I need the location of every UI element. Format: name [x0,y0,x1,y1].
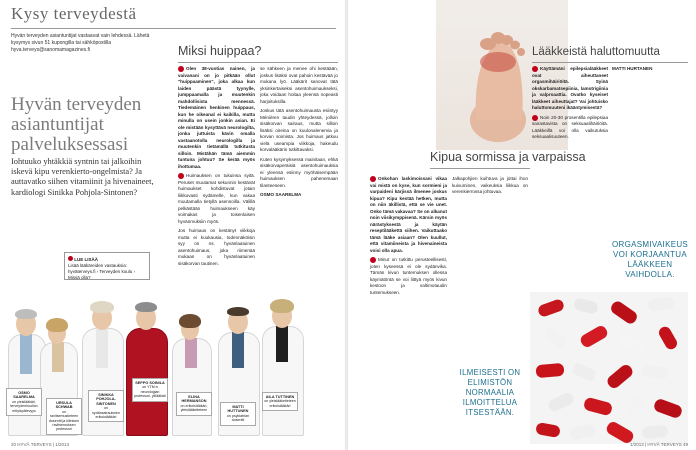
question-text: Onkohan laskimoissani vikaa vai mistä on kyse, kun sormieni ja varpaideni kärjissä ilmenee joskus kipua? Kipu kestää hetken, mutta on niin äkillistä, että se vie unet. Onko tämä vakavaa? Se on alkanut noin viisikymppisenä. Kärsin myös närästyksestä ja käytän reseptilääkettä siihen. Vaikuttaako tämä lääke asiaan? Olen kuullut, että vitamiineista ja hivenaineista voisi olla apua. [370,176,447,253]
answer-marker-icon [178,173,184,179]
expert-figure [258,298,306,438]
article-column-1 [178,66,255,272]
article-title-dizziness: Miksi huippaa? [178,44,262,58]
page-number: 20 [11,442,17,447]
side-divider [532,62,688,63]
experts-photo [0,280,346,440]
answer-text-5: Kuten kysymyksessä mainitaan, ehkä sisäkorvaperäisiä asentohuimauksia ei yleensä esiinny myöhäisempään huimauksen pahenemaan tilanteeseen. [260,156,338,188]
page-number: 49 [682,442,688,447]
side-answer: Noin 20-30 prosentilla epilepsiaa sairastavista on seksuaalihäiriöitä. Lääkkeillä voi olla vaikutuksia seksuaalisuuteen. [532,114,608,140]
article-column-b [452,176,528,336]
hero-lead: Iohtuuko yhtäkkiä syntnin tai jalkoihin iskevä kipu verenkierto-ongelmista? Ja auttavatko siihen vitamiinit ja hivenaineet, kardiologi Sinikka Pohjola-Sintonen? [11,157,154,197]
question-marker-icon [532,66,538,72]
answer-text: Minut on tutkittu perusteellisesti, joten kyseessä ei ole sydänvika. Tämän kivun tuntemuksen ollessa käymätöntä se voi liittyä myös kivun kestoon ja valtimotaudin tuntemukseen. [370,257,447,295]
expert-caption: SEPPO SOINILA on YTM:n neurologian professori, ylilääkäri [132,378,168,402]
magazine-name: 1/2013 | HYVÄ TERVEYS [629,442,682,447]
side-column-1 [532,66,608,286]
left-page [0,0,346,450]
side-question: Käyttämäni epilepsialääkkeet ovat aiheuttaneet orgasmihäiriöitä. Syinä okskarbamatsepiinia, lamotrigiinia ja valproaattia. Ovatko kyseiset lääkkeet aiheuttajat? Vai johtuisko haluttomuuteni ikääntymisestä? [532,66,608,111]
section-intro: Hyvän terveyden asiantuntijat vastaavat vain lehdessä. Lähetä kysymys sivun 51 kupongilla tai sähköpostilla hyva.terveys@sanomamagazines.fi [11,33,150,53]
side-signature: MATTI HURTANEN [612,66,653,71]
info-dot-icon [68,256,73,261]
article-title-pain: Kipua sormissa ja varpaissa [430,150,586,164]
expert-figure [168,314,214,438]
question-marker-icon [178,66,184,72]
answer-marker-icon [532,115,538,121]
article-column-2 [260,66,338,272]
section-title: Kysy terveydestä [11,4,137,23]
read-more-box [64,252,150,280]
expert-caption: URSULA SCHWAB on ravitsemustieteen dosentti ja kliinisen ravitsemuksen professori [46,398,82,435]
article-signature: OSMO SAARELMA [260,192,302,197]
page-footer-left [11,442,69,447]
question-marker-icon [370,176,376,182]
expert-figure [122,300,170,438]
side-column-2 [612,66,688,232]
read-more-text: Lisää lääkäreiden vastauksia: hyväterveys.fi › Terveyden koulu › Missä olla? [68,263,135,280]
expert-caption: MATTI HUTTUNEN on psykiatrian dosentti [220,402,256,426]
side-article-title: Lääkkeistä haluttomuutta [532,46,660,58]
header-divider [11,28,336,29]
expert-caption: AILA TUTTINEN on yleislääketieteen erikoislääkäri [262,392,298,411]
article-divider [430,168,530,169]
side-pull-quote: ORGASMIVAIKEUS VOI KORJAANTUA LÄÄKKEEN VAIHDOLLA. [612,240,689,279]
article-divider [178,62,338,63]
answer-text: Jalkapohjien kuihtuva ja jottai ihon kuivuminen, vaikeuksia liikkua on verenkierrossa johtuvaa. [452,176,528,194]
answer-text-2: Jos huimaus on kestänyt viikkoja mutta ei kuukausia, todennäköisin syy on ns. hyvänlaatuinen asentohuimaus, joka riimenää mukaan on hyvänlaatuinen sisäkorvan tautinen. [178,228,255,266]
answer-marker-icon [370,257,376,263]
hero-title: Hyvän terveyden asiantuntijat palveluksessasi [11,94,142,155]
right-page [348,0,696,450]
article-column-a [370,176,447,440]
pills-photo [530,292,688,444]
magazine-name: HYVÄ TERVEYS | 1/2013 [17,442,70,447]
expert-caption: ELINA HERMANSON on erikoislääkäri, yleislääketieteen [176,392,212,416]
answer-text-1: Huimauksen on tukuinsa syitä. Peruset muutamat sekunnin kestävät huimaukset kohdistuvat jotain liikkuvasti sydämelle, kun vakaa muutamalla tietyllä asennoilla. Välillä pelkästään huimaukseen käy voimakas ja toisenlaisen hyvänmuksiin myös. [178,173,255,224]
read-more-label: LUE LISÄÄ [74,257,99,262]
question-text: Olen 38-vuotias nainen, ja vaivanani on jo pitkään ollut "huippaaminen", joka alkaa kun laiden päästä tyynylle, jumppaamalla ja muutenkin mahdollisista mennessä. Tiedemäinen henkinen huippaus, kun he oikeanal ei kaikilla, mutta minulla on usein jonkin asian. Ei ole mistään kysyttävä neurologilta, jonka juttuista kävin omalla vastaanotolla neurologilla ja muutenkin tietämällä tutkitusta silloin. Mistähän tämä aiemmin tuntuna johtuu? Se kerää myös ihottumaa. [178,66,255,169]
pull-quote: ILMEISESTI ON ELIMISTÖN NORMAALIA ILMOITTELUA ITSESTÄÄN. [459,368,521,417]
answer-text-3: se sähkeen ja menee ohi kestäään, joskus lisäksi ovat pahoin kestävää jo mukana lyö. Lääkärit sanovat tätä yksinkertaiseksi asentohuimaukseksi, joka voidaan hoitaa yleensä nopeasti harjoituksilla. [260,66,338,104]
expert-caption: OSMO SAARELMA on yleislääkäri, terveydenhuollon erityispätevyys [6,388,42,416]
page-footer-right [630,442,688,447]
answer-text-4: Joskus tätä asentohuimausta esiintyy Ménièren taudin yhteydessä, jolloin sisäkorvan sairaus, mutta silloin lisäksi oireina on kuulonalenemia ja korvan soimista. Jos huimaus jatkuu vielä useampia viikkoja, hakeudu korvalääkärin tutkittavaksi. [260,108,338,152]
expert-caption: SINIKKA POHJOLA-SINTONEN on sydänsairauksien erikoislääkäri [88,390,124,422]
